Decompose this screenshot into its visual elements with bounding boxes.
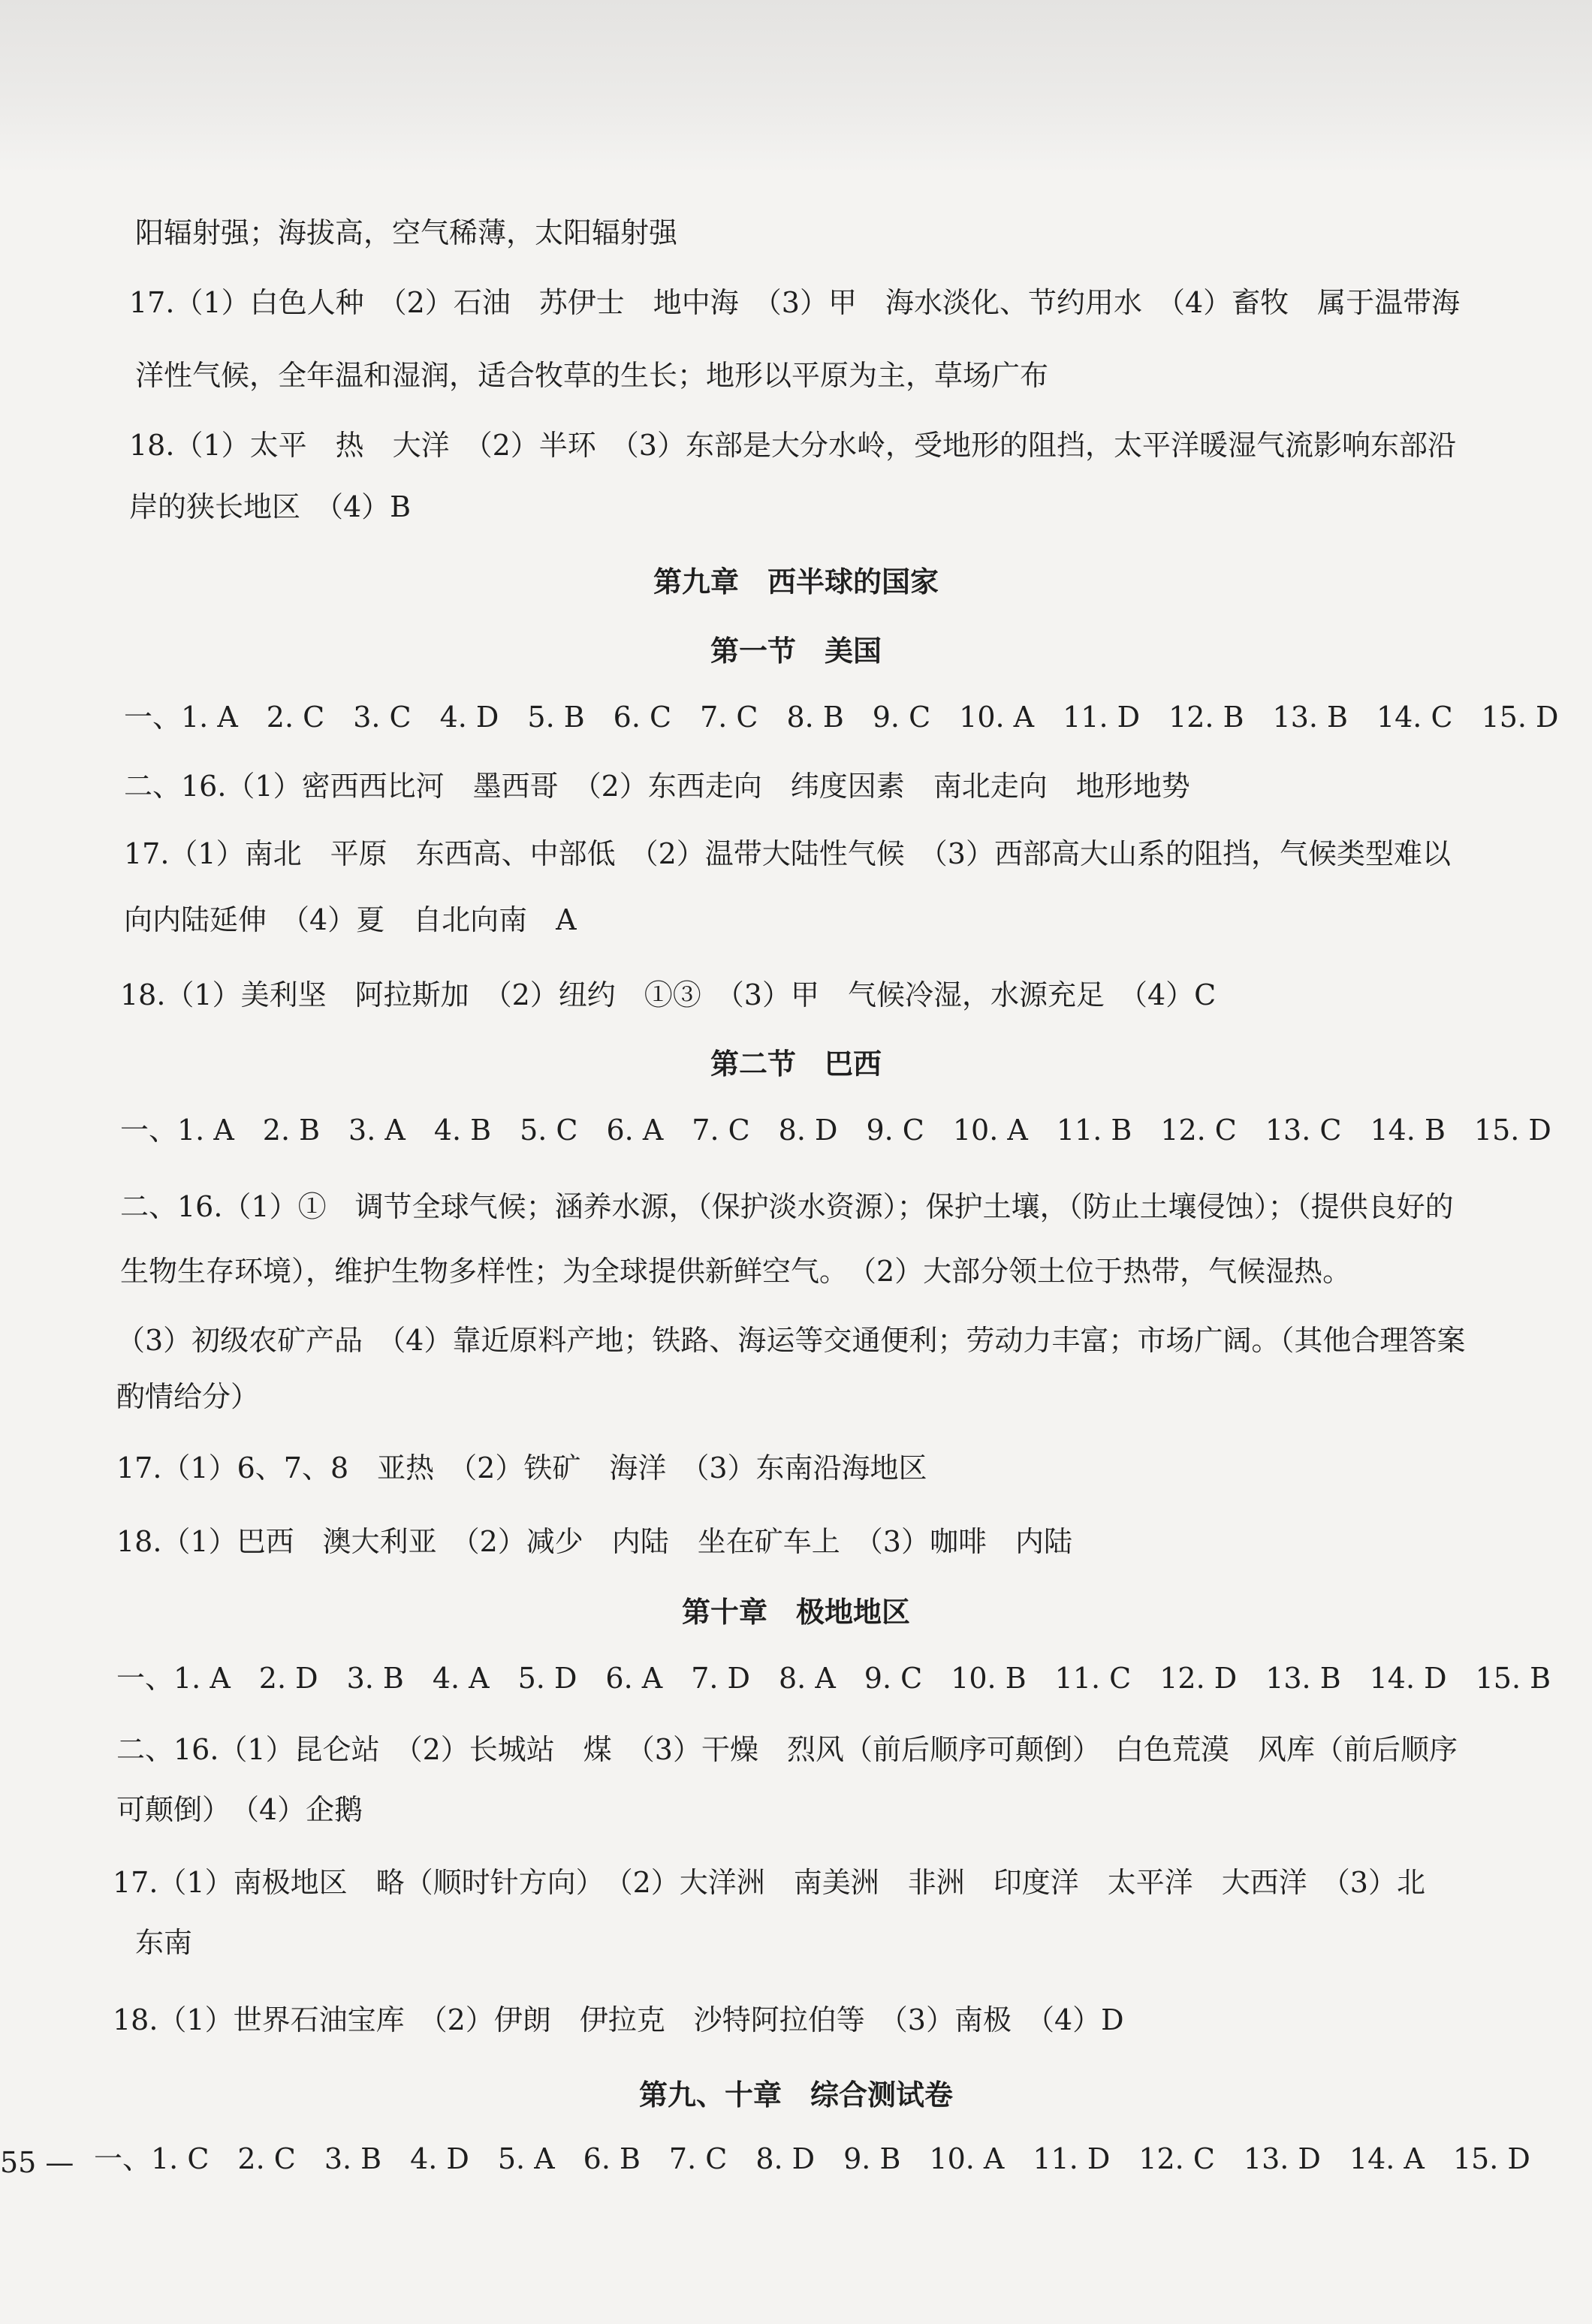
answer-line: 阳辐射强；海拔高，空气稀薄，太阳辐射强 (135, 216, 678, 249)
chapter-heading: 第十章 极地地区 (681, 1595, 910, 1629)
answer-line: 向内陆延伸 （4）夏 自北向南 A (124, 903, 577, 936)
answer-line: 一、1. A 2. D 3. B 4. A 5. D 6. A 7. D 8. A 9. C 10. B 11. C 12. D 13. B 14. D 15. B (116, 1662, 1551, 1695)
chapter-heading: 第九章 西半球的国家 (653, 565, 939, 598)
section-heading: 第一节 美国 (710, 634, 882, 668)
answer-line: 一、1. A 2. B 3. A 4. B 5. C 6. A 7. C 8. D 9. C 10. A 11. B 12. C 13. C 14. B 15. D (120, 1114, 1551, 1147)
answer-line: 18.（1）世界石油宝库 （2）伊朗 伊拉克 沙特阿拉伯等 （3）南极 （4）D (113, 2003, 1124, 2036)
answer-line: 岸的狭长地区 （4）B (129, 490, 412, 523)
answer-line: 二、16.（1）昆仑站 （2）长城站 煤 （3）干燥 烈风（前后顺序可颠倒） 白色荒漠 风库（前后顺序 (116, 1733, 1458, 1766)
answer-line: 东南 (135, 1926, 193, 1959)
answer-line: 二、16.（1）① 调节全球气候；涵养水源，（保护淡水资源）；保护土壤，（防止土壤侵蚀）；（提供良好的 (120, 1190, 1454, 1223)
answer-line: 18.（1）太平 热 大洋 （2）半环 （3）东部是大分水岭，受地形的阻挡，太平洋暖湿气流影响东部沿 (129, 429, 1456, 462)
page-number: 55 — (0, 2146, 74, 2179)
answer-line: 17.（1）6、7、8 亚热 （2）铁矿 海洋 （3）东南沿海地区 (116, 1451, 927, 1485)
answer-line: 18.（1）巴西 澳大利亚 （2）减少 内陆 坐在矿车上 （3）咖啡 内陆 (116, 1525, 1072, 1558)
answer-line: 酌情给分） (116, 1380, 260, 1413)
answer-line: 二、16.（1）密西西比河 墨西哥 （2）东西走向 纬度因素 南北走向 地形地势 (124, 770, 1190, 803)
answer-line: 17.（1）白色人种 （2）石油 苏伊士 地中海 （3）甲 海水淡化、节约用水 （4）畜牧 属于温带海 (129, 286, 1461, 319)
answer-line: 17.（1）南北 平原 东西高、中部低 （2）温带大陆性气候 （3）西部高大山系的阻挡，气候类型难以 (124, 837, 1451, 870)
answer-line: 可颠倒） （4）企鹅 (116, 1793, 363, 1826)
answer-line: 一、1. C 2. C 3. B 4. D 5. A 6. B 7. C 8. D 9. B 10. A 11. D 12. C 13. D 14. A 15. D (94, 2142, 1530, 2175)
chapter-heading: 第九、十章 综合测试卷 (638, 2078, 953, 2111)
section-heading: 第二节 巴西 (710, 1047, 882, 1081)
answer-line: 生物生存环境），维护生物多样性；为全球提供新鲜空气。 （2）大部分领土位于热带，气候湿热。 (120, 1255, 1352, 1288)
answer-line: 18.（1）美利坚 阿拉斯加 （2）纽约 ①③ （3）甲 气候冷湿，水源充足 （4）C (120, 978, 1217, 1011)
answer-line: 洋性气候，全年温和湿润，适合牧草的生长；地形以平原为主，草场广布 (135, 359, 1049, 392)
answer-line: （3）初级农矿产品 （4）靠近原料产地；铁路、海运等交通便利；劳动力丰富；市场广阔。（其他合理答案 (116, 1324, 1466, 1357)
answer-line: 一、1. A 2. C 3. C 4. D 5. B 6. C 7. C 8. B 9. C 10. A 11. D 12. B 13. B 14. C 15. D (124, 701, 1559, 734)
answer-line: 17.（1）南极地区 略（顺时针方向） （2）大洋洲 南美洲 非洲 印度洋 太平洋 大西洋 （3）北 (113, 1866, 1425, 1899)
